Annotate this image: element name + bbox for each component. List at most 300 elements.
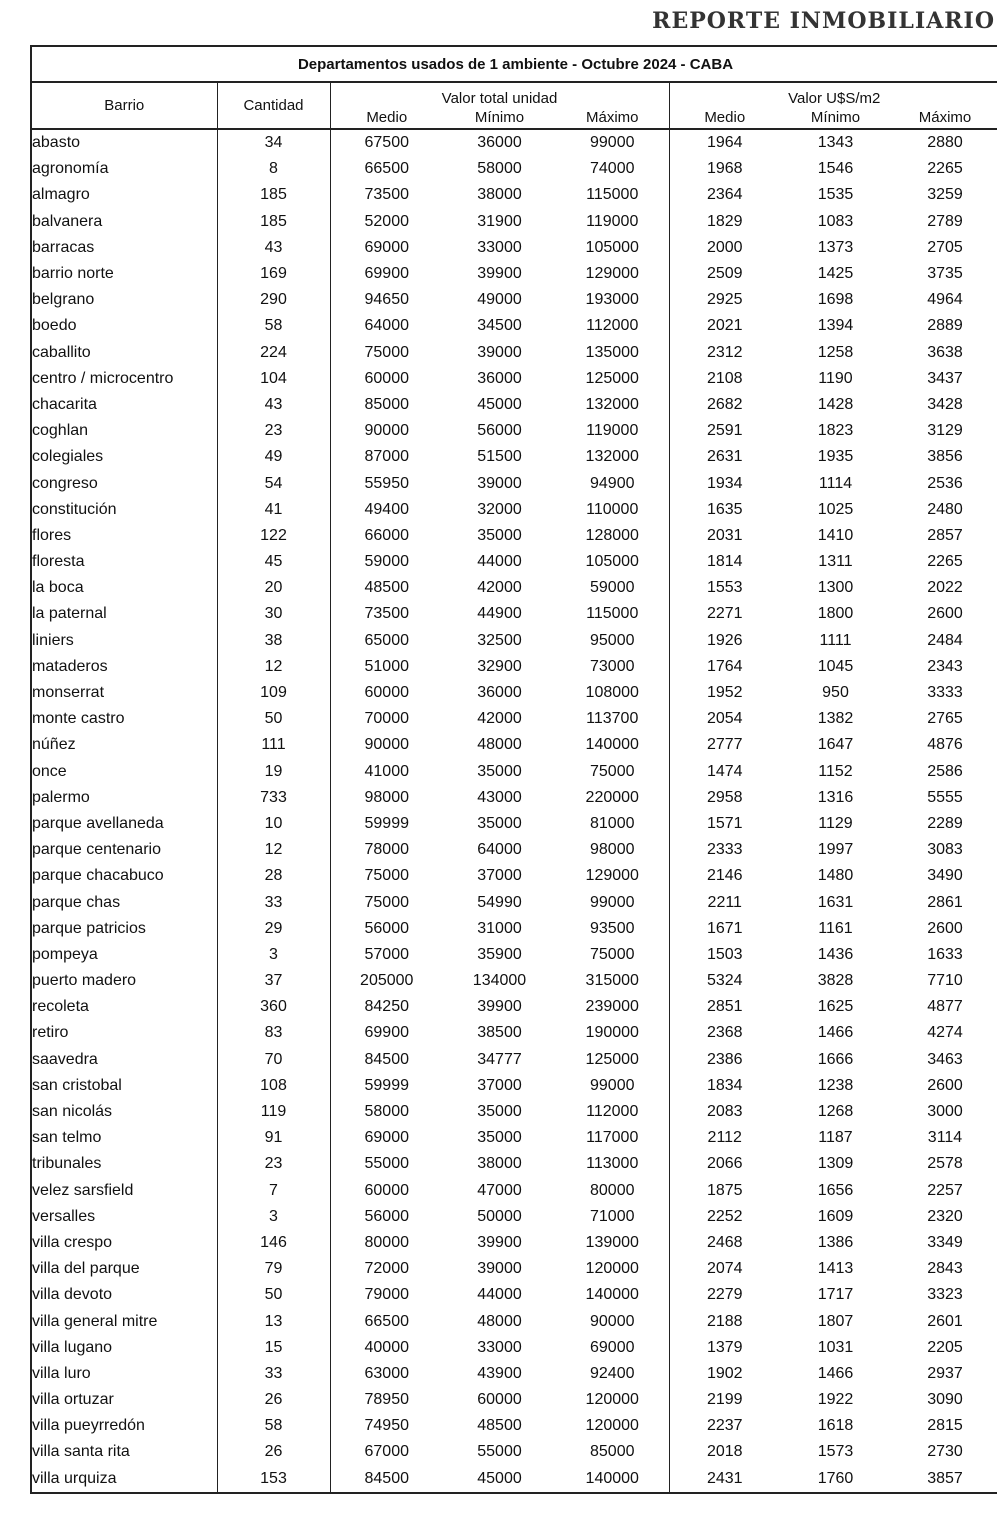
total-medio-cell: 60000	[330, 366, 443, 392]
barrio-cell: velez sarsfield	[31, 1178, 217, 1204]
table-row	[31, 1308, 997, 1334]
table-row	[31, 837, 997, 863]
total-medio-cell: 55000	[330, 1151, 443, 1177]
m2-medio-cell: 1829	[669, 209, 780, 235]
m2-minimo-cell: 1436	[817, 945, 854, 963]
barrio-cell: monserrat	[31, 680, 217, 706]
total-medio-cell: 84500	[330, 1466, 443, 1493]
m2-medio-cell: 2279	[669, 1282, 780, 1308]
m2-medio-cell: 1764	[669, 654, 780, 680]
total-minimo-cell: 37000	[477, 867, 522, 885]
total-maximo-cell: 315000	[585, 972, 639, 990]
total-medio-cell: 75000	[330, 863, 443, 889]
total-minimo-cell: 54990	[477, 893, 522, 911]
m2-maximo-cell: 2536	[927, 474, 963, 492]
cantidad-cell: 360	[217, 994, 330, 1020]
m2-maximo-cell: 2343	[927, 657, 963, 675]
total-medio-cell: 67500	[330, 129, 443, 156]
total-maximo-cell: 90000	[590, 1312, 635, 1330]
barrio-cell: constitución	[31, 497, 217, 523]
cantidad-cell: 23	[217, 1151, 330, 1177]
m2-maximo-cell: 2857	[927, 526, 963, 544]
barrio-cell: chacarita	[31, 392, 217, 418]
barrio-cell: barracas	[31, 235, 217, 261]
m2-minimo-cell: 1152	[818, 762, 853, 780]
m2-minimo-cell: 1466	[817, 1364, 854, 1382]
m2-maximo-cell: 2815	[927, 1417, 963, 1435]
m2-maximo-cell: 2889	[927, 317, 963, 335]
cantidad-cell: 33	[217, 1361, 330, 1387]
total-maximo-cell: 75000	[590, 762, 635, 780]
total-maximo-cell: 140000	[556, 1466, 669, 1493]
m2-medio-cell: 2083	[669, 1099, 780, 1125]
m2-maximo-cell: 3323	[927, 1286, 963, 1304]
table-row	[31, 1099, 997, 1125]
header-valor-m2: Valor U$S/m2	[669, 82, 997, 107]
table-row	[31, 759, 997, 785]
m2-medio-cell: 2146	[669, 863, 780, 889]
m2-maximo-cell: 2600	[927, 605, 963, 623]
total-minimo-cell: 44900	[477, 605, 522, 623]
total-minimo-cell: 49000	[477, 291, 522, 309]
total-medio-cell: 90000	[330, 732, 443, 758]
total-maximo-cell: 73000	[590, 657, 635, 675]
cantidad-cell: 33	[217, 889, 330, 915]
m2-maximo-cell: 2484	[927, 631, 963, 649]
table-row	[31, 916, 997, 942]
barrio-cell: parque patricios	[31, 916, 217, 942]
table-row	[31, 235, 997, 261]
m2-maximo-cell: 2765	[927, 710, 963, 728]
m2-minimo-cell: 1666	[817, 1050, 854, 1068]
total-maximo-cell: 125000	[585, 1050, 639, 1068]
m2-minimo-cell: 1428	[817, 395, 854, 413]
cantidad-cell: 10	[217, 811, 330, 837]
m2-medio-cell: 2468	[669, 1230, 780, 1256]
m2-minimo-cell: 1190	[818, 369, 853, 387]
cantidad-cell: 70	[217, 1047, 330, 1073]
total-medio-cell: 58000	[330, 1099, 443, 1125]
m2-medio-cell: 2211	[669, 889, 780, 915]
barrio-cell: villa santa rita	[31, 1439, 217, 1465]
table-row	[31, 287, 997, 313]
cantidad-cell: 169	[217, 261, 330, 287]
total-minimo-cell: 56000	[477, 422, 522, 440]
total-medio-cell: 87000	[330, 444, 443, 470]
barrio-cell: villa devoto	[31, 1282, 217, 1308]
m2-medio-cell: 1379	[669, 1335, 780, 1361]
m2-minimo-cell: 1647	[817, 736, 854, 754]
total-medio-cell: 69000	[330, 235, 443, 261]
m2-maximo-cell: 2586	[927, 762, 963, 780]
total-minimo-cell: 38000	[477, 186, 522, 204]
cantidad-cell: 224	[217, 340, 330, 366]
cantidad-cell: 79	[217, 1256, 330, 1282]
barrio-cell: congreso	[31, 470, 217, 496]
m2-medio-cell: 1934	[669, 470, 780, 496]
m2-medio-cell: 2237	[669, 1413, 780, 1439]
m2-maximo-cell: 2880	[927, 134, 963, 152]
m2-medio-cell: 2112	[669, 1125, 780, 1151]
barrio-cell: san telmo	[31, 1125, 217, 1151]
m2-maximo-cell: 7710	[927, 972, 963, 990]
table-row	[31, 444, 997, 470]
table-row	[31, 601, 997, 627]
total-minimo-cell: 39900	[477, 265, 522, 283]
total-maximo-cell: 99000	[590, 134, 635, 152]
header-total-medio: Medio	[330, 107, 443, 129]
total-medio-cell: 52000	[330, 209, 443, 235]
table-row	[31, 1256, 997, 1282]
total-maximo-cell: 99000	[590, 893, 635, 911]
m2-minimo-cell: 1382	[817, 710, 854, 728]
total-minimo-cell: 35000	[477, 526, 522, 544]
m2-medio-cell: 2108	[669, 366, 780, 392]
total-minimo-cell: 31000	[477, 919, 522, 937]
total-maximo-cell: 112000	[586, 1103, 639, 1121]
m2-medio-cell: 2386	[669, 1047, 780, 1073]
table-row	[31, 1047, 997, 1073]
total-medio-cell: 84500	[330, 1047, 443, 1073]
total-maximo-cell: 99000	[590, 1076, 635, 1094]
m2-medio-cell: 2333	[669, 837, 780, 863]
m2-maximo-cell: 4274	[927, 1024, 963, 1042]
m2-medio-cell: 2271	[669, 601, 780, 627]
total-medio-cell: 69900	[330, 261, 443, 287]
m2-maximo-cell: 3129	[927, 422, 963, 440]
m2-medio-cell: 2312	[669, 340, 780, 366]
cantidad-cell: 37	[217, 968, 330, 994]
barrio-cell: retiro	[31, 1020, 217, 1046]
m2-medio-cell: 2368	[669, 1020, 780, 1046]
barrio-cell: villa general mitre	[31, 1308, 217, 1334]
total-medio-cell: 60000	[330, 1178, 443, 1204]
m2-minimo-cell: 1045	[817, 657, 854, 675]
barrio-cell: la paternal	[31, 601, 217, 627]
cantidad-cell: 109	[217, 680, 330, 706]
m2-maximo-cell: 3259	[927, 186, 963, 204]
m2-maximo-cell: 4964	[927, 291, 963, 309]
m2-medio-cell: 2925	[669, 287, 780, 313]
m2-minimo-cell: 1238	[817, 1076, 854, 1094]
cantidad-cell: 104	[217, 366, 330, 392]
m2-maximo-cell: 2257	[927, 1181, 963, 1199]
total-medio-cell: 73500	[330, 601, 443, 627]
barrio-cell: mataderos	[31, 654, 217, 680]
m2-medio-cell: 5324	[669, 968, 780, 994]
total-maximo-cell: 59000	[590, 579, 635, 597]
m2-medio-cell: 2000	[669, 235, 780, 261]
barrio-cell: san nicolás	[31, 1099, 217, 1125]
cantidad-cell: 41	[217, 497, 330, 523]
m2-minimo-cell: 1546	[817, 160, 854, 178]
m2-medio-cell: 2958	[669, 785, 780, 811]
m2-medio-cell: 1952	[669, 680, 780, 706]
m2-minimo-cell: 1922	[817, 1391, 854, 1409]
barrio-cell: versalles	[31, 1204, 217, 1230]
barrio-cell: colegiales	[31, 444, 217, 470]
total-minimo-cell: 39000	[477, 1260, 522, 1278]
m2-minimo-cell: 1698	[817, 291, 854, 309]
header-m2-maximo: Máximo	[891, 107, 997, 129]
total-minimo-cell: 36000	[477, 134, 522, 152]
total-maximo-cell: 105000	[585, 238, 639, 256]
m2-minimo-cell: 1800	[817, 605, 854, 623]
total-medio-cell: 79000	[330, 1282, 443, 1308]
total-minimo-cell: 39000	[477, 343, 522, 361]
total-maximo-cell: 129000	[585, 265, 639, 283]
barrio-cell: parque centenario	[31, 837, 217, 863]
m2-maximo-cell: 3428	[927, 395, 963, 413]
total-minimo-cell: 48500	[477, 1417, 522, 1435]
total-maximo-cell: 120000	[585, 1391, 639, 1409]
cantidad-cell: 185	[217, 182, 330, 208]
table-row	[31, 706, 997, 732]
barrio-cell: la boca	[31, 575, 217, 601]
m2-minimo-cell: 1343	[817, 134, 854, 152]
cantidad-cell: 20	[217, 575, 330, 601]
m2-maximo-cell: 3856	[927, 448, 963, 466]
cantidad-cell: 34	[217, 129, 330, 156]
total-minimo-cell: 34500	[477, 317, 522, 335]
total-medio-cell: 66500	[330, 156, 443, 182]
barrio-cell: villa urquiza	[31, 1466, 217, 1493]
m2-medio-cell: 2188	[669, 1308, 780, 1334]
table-row	[31, 628, 997, 654]
total-medio-cell: 56000	[330, 916, 443, 942]
total-medio-cell: 85000	[330, 392, 443, 418]
m2-medio-cell: 2199	[669, 1387, 780, 1413]
total-minimo-cell: 44000	[477, 553, 522, 571]
m2-minimo-cell: 1316	[817, 788, 854, 806]
cantidad-cell: 3	[217, 1204, 330, 1230]
m2-minimo-cell: 1311	[818, 553, 853, 571]
m2-maximo-cell: 2480	[927, 500, 963, 518]
total-minimo-cell: 35000	[477, 762, 522, 780]
total-medio-cell: 41000	[330, 759, 443, 785]
total-maximo-cell: 140000	[585, 1286, 639, 1304]
total-medio-cell: 78000	[330, 837, 443, 863]
barrio-cell: villa del parque	[31, 1256, 217, 1282]
m2-maximo-cell: 3114	[927, 1129, 963, 1147]
barrio-cell: caballito	[31, 340, 217, 366]
cantidad-cell: 733	[217, 785, 330, 811]
table-row	[31, 1204, 997, 1230]
table-row	[31, 863, 997, 889]
total-medio-cell: 84250	[330, 994, 443, 1020]
table-row	[31, 1335, 997, 1361]
cantidad-cell: 122	[217, 523, 330, 549]
barrio-cell: agronomía	[31, 156, 217, 182]
table-row	[31, 889, 997, 915]
table-row	[31, 785, 997, 811]
barrio-cell: recoleta	[31, 994, 217, 1020]
total-medio-cell: 48500	[330, 575, 443, 601]
m2-medio-cell: 1834	[669, 1073, 780, 1099]
m2-minimo-cell: 1386	[817, 1233, 854, 1251]
header-m2-minimo: Mínimo	[780, 107, 891, 129]
brand-title: REPORTE INMOBILIARIO	[652, 8, 995, 34]
total-medio-cell: 70000	[330, 706, 443, 732]
m2-medio-cell: 2851	[669, 994, 780, 1020]
m2-minimo-cell: 1618	[817, 1417, 854, 1435]
total-maximo-cell: 220000	[585, 788, 639, 806]
cantidad-cell: 15	[217, 1335, 330, 1361]
m2-medio-cell: 2777	[669, 732, 780, 758]
m2-medio-cell: 2509	[669, 261, 780, 287]
barrio-cell: saavedra	[31, 1047, 217, 1073]
m2-minimo-cell: 1760	[780, 1466, 891, 1493]
header-m2-medio: Medio	[669, 107, 780, 129]
cantidad-cell: 26	[217, 1387, 330, 1413]
total-minimo-cell: 60000	[477, 1391, 522, 1409]
table-row	[31, 1125, 997, 1151]
barrio-cell: centro / microcentro	[31, 366, 217, 392]
m2-maximo-cell: 3090	[927, 1391, 963, 1409]
total-minimo-cell: 43900	[477, 1364, 522, 1382]
total-medio-cell: 60000	[330, 680, 443, 706]
total-minimo-cell: 42000	[477, 579, 522, 597]
m2-minimo-cell: 1935	[817, 448, 854, 466]
total-minimo-cell: 42000	[477, 710, 522, 728]
m2-minimo-cell: 1717	[817, 1286, 854, 1304]
barrio-cell: parque chacabuco	[31, 863, 217, 889]
table-row	[31, 1178, 997, 1204]
m2-minimo-cell: 1631	[817, 893, 854, 911]
m2-maximo-cell: 3638	[927, 343, 963, 361]
total-medio-cell: 55950	[330, 470, 443, 496]
total-minimo-cell: 32000	[477, 500, 522, 518]
total-maximo-cell: 120000	[585, 1417, 639, 1435]
total-medio-cell: 94650	[330, 287, 443, 313]
total-minimo-cell: 64000	[477, 841, 522, 859]
m2-minimo-cell: 1807	[817, 1312, 854, 1330]
barrio-cell: abasto	[31, 129, 217, 156]
m2-minimo-cell: 1300	[817, 579, 854, 597]
table-row	[31, 1230, 997, 1256]
total-maximo-cell: 132000	[585, 448, 639, 466]
total-minimo-cell: 39900	[477, 1233, 522, 1251]
m2-minimo-cell: 1373	[817, 238, 854, 256]
m2-minimo-cell: 1535	[817, 186, 854, 204]
total-maximo-cell: 81000	[590, 814, 635, 832]
total-maximo-cell: 108000	[585, 684, 639, 702]
total-maximo-cell: 117000	[586, 1129, 639, 1147]
m2-medio-cell: 1635	[669, 497, 780, 523]
m2-medio-cell: 2682	[669, 392, 780, 418]
total-maximo-cell: 140000	[585, 736, 639, 754]
table-body	[31, 129, 997, 1493]
m2-medio-cell: 1553	[669, 575, 780, 601]
barrio-cell: coghlan	[31, 418, 217, 444]
cantidad-cell: 50	[217, 706, 330, 732]
header-valor-total: Valor total unidad	[330, 82, 669, 107]
m2-medio-cell: 1503	[669, 942, 780, 968]
m2-medio-cell: 2631	[669, 444, 780, 470]
table-row	[31, 366, 997, 392]
barrio-cell: palermo	[31, 785, 217, 811]
m2-minimo-cell: 1258	[817, 343, 854, 361]
m2-minimo-cell: 1309	[817, 1155, 854, 1173]
total-minimo-cell: 36000	[477, 684, 522, 702]
m2-minimo-cell: 1823	[817, 422, 854, 440]
cantidad-cell: 23	[217, 418, 330, 444]
barrio-cell: floresta	[31, 549, 217, 575]
total-minimo-cell: 47000	[477, 1181, 522, 1199]
table-row	[31, 1073, 997, 1099]
table-row	[31, 313, 997, 339]
total-medio-cell: 59000	[330, 549, 443, 575]
cantidad-cell: 30	[217, 601, 330, 627]
header-total-maximo: Máximo	[556, 107, 669, 129]
m2-minimo-cell: 1413	[817, 1260, 854, 1278]
total-maximo-cell: 98000	[590, 841, 635, 859]
total-medio-cell: 59999	[330, 811, 443, 837]
m2-minimo-cell: 1656	[817, 1181, 854, 1199]
total-maximo-cell: 69000	[590, 1338, 635, 1356]
total-maximo-cell: 71000	[590, 1207, 635, 1225]
m2-maximo-cell: 4876	[927, 736, 963, 754]
barrio-cell: monte castro	[31, 706, 217, 732]
total-medio-cell: 73500	[330, 182, 443, 208]
total-minimo-cell: 34777	[477, 1050, 522, 1068]
total-minimo-cell: 33000	[477, 1338, 522, 1356]
total-medio-cell: 66000	[330, 523, 443, 549]
table-row	[31, 1439, 997, 1465]
m2-minimo-cell: 3828	[817, 972, 854, 990]
m2-medio-cell: 2018	[669, 1439, 780, 1465]
total-minimo-cell: 51500	[477, 448, 522, 466]
total-minimo-cell: 39900	[477, 998, 522, 1016]
table-title: Departamentos usados de 1 ambiente - Octubre 2024 - CABA	[31, 46, 997, 82]
m2-maximo-cell: 2265	[927, 160, 963, 178]
m2-minimo-cell: 1394	[817, 317, 854, 335]
total-maximo-cell: 93500	[590, 919, 635, 937]
table-row	[31, 470, 997, 496]
table-row	[31, 209, 997, 235]
report-table	[30, 45, 997, 1494]
total-maximo-cell: 95000	[590, 631, 635, 649]
table-row	[31, 1020, 997, 1046]
total-maximo-cell: 113000	[586, 1155, 639, 1173]
cantidad-cell: 54	[217, 470, 330, 496]
total-minimo-cell: 35000	[477, 814, 522, 832]
barrio-cell: villa ortuzar	[31, 1387, 217, 1413]
m2-medio-cell: 1926	[669, 628, 780, 654]
m2-maximo-cell: 2265	[927, 553, 963, 571]
total-maximo-cell: 113700	[586, 710, 639, 728]
cantidad-cell: 290	[217, 287, 330, 313]
total-medio-cell: 90000	[330, 418, 443, 444]
barrio-cell: almagro	[31, 182, 217, 208]
total-maximo-cell: 80000	[590, 1181, 635, 1199]
table-row	[31, 575, 997, 601]
total-minimo-cell: 35000	[477, 1129, 522, 1147]
total-medio-cell: 63000	[330, 1361, 443, 1387]
total-medio-cell: 40000	[330, 1335, 443, 1361]
m2-maximo-cell: 1633	[927, 945, 963, 963]
table-row	[31, 418, 997, 444]
barrio-cell: san cristobal	[31, 1073, 217, 1099]
total-minimo-cell: 36000	[477, 369, 522, 387]
table-row	[31, 1387, 997, 1413]
barrio-cell: boedo	[31, 313, 217, 339]
m2-minimo-cell: 1609	[817, 1207, 854, 1225]
barrio-cell: parque avellaneda	[31, 811, 217, 837]
table-row	[31, 1282, 997, 1308]
m2-minimo-cell: 1083	[817, 212, 854, 230]
m2-maximo-cell: 2861	[927, 893, 963, 911]
